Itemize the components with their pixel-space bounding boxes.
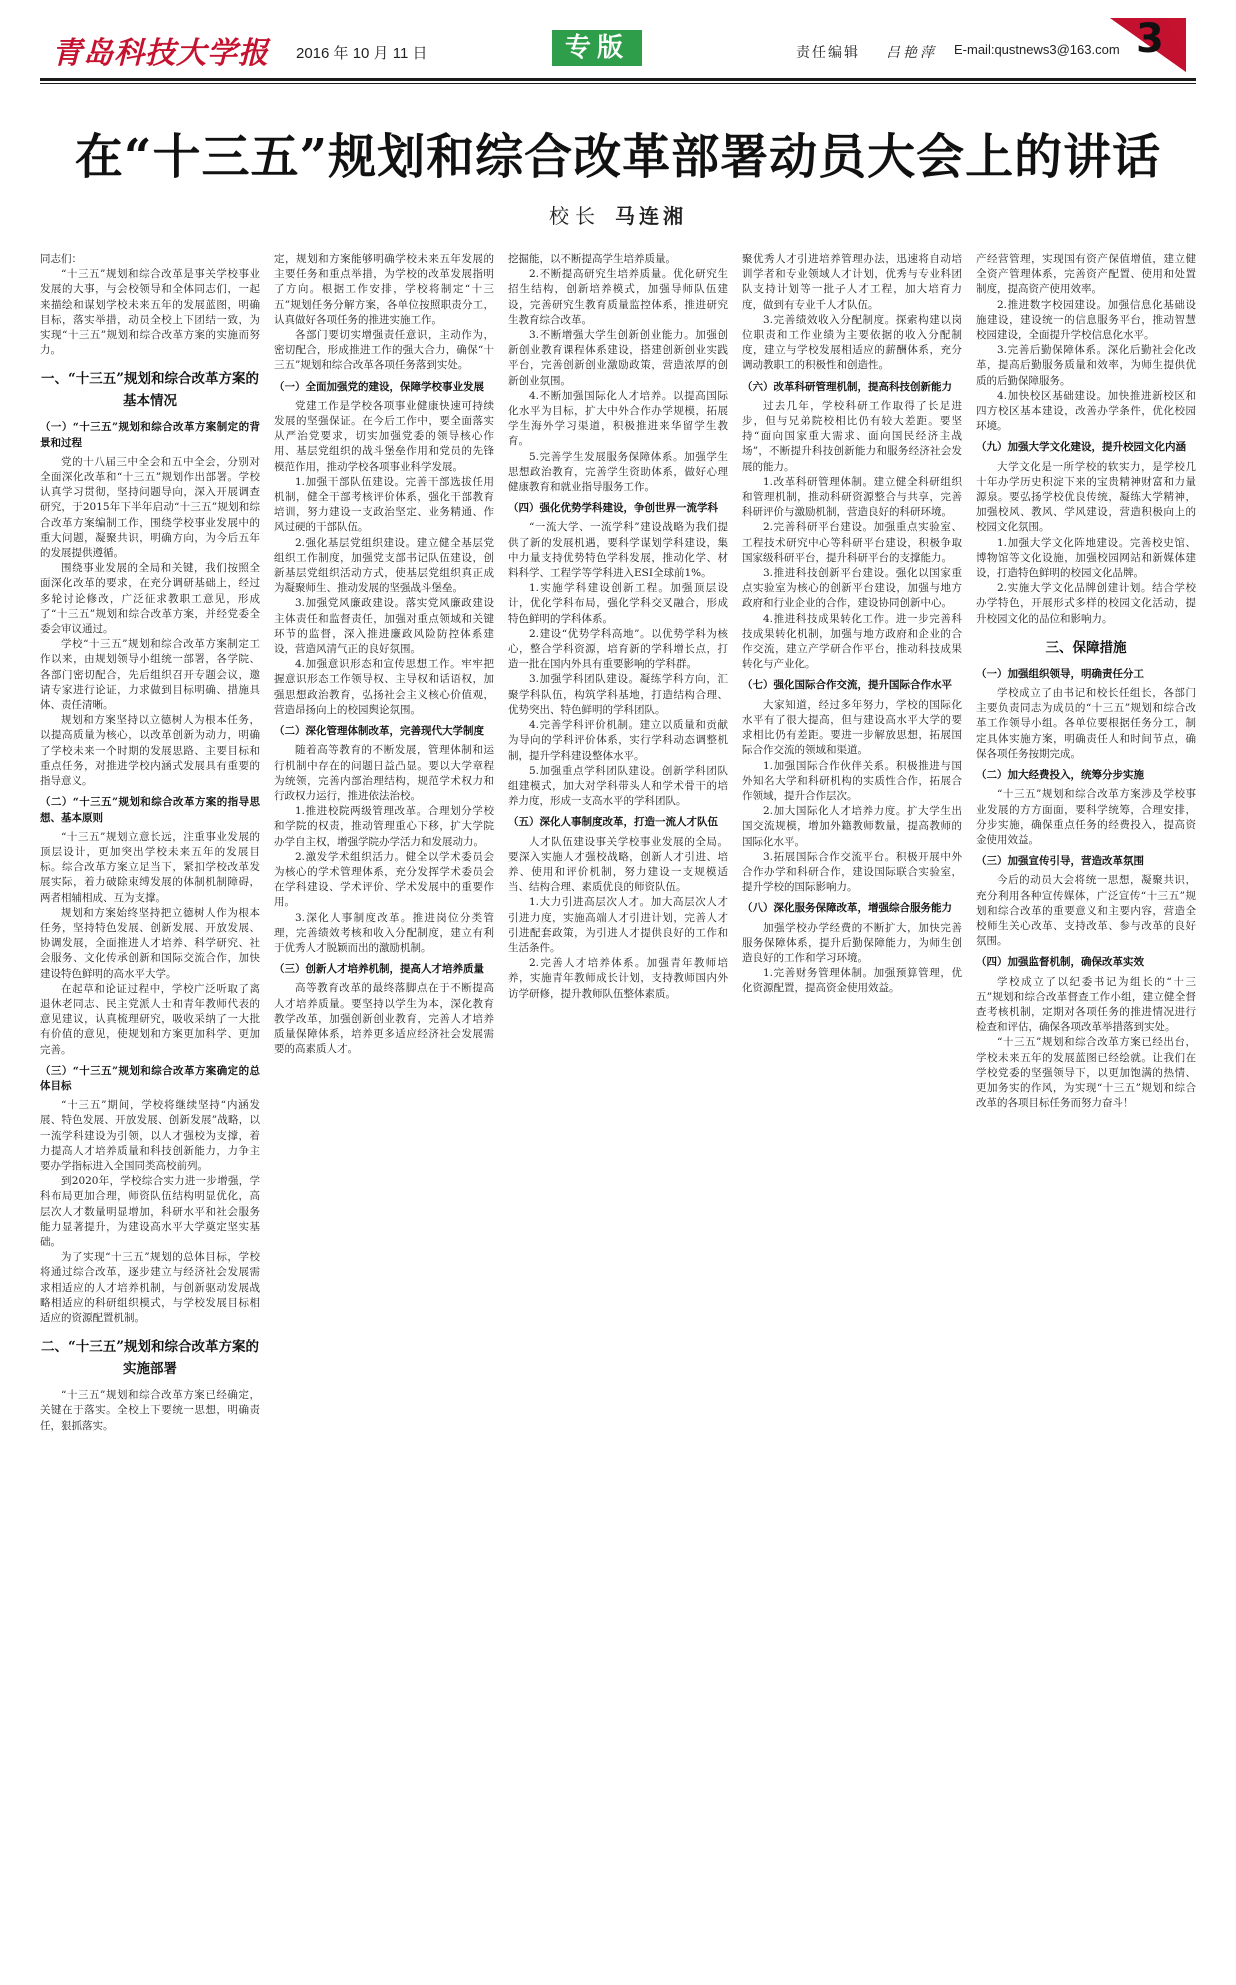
paragraph: 党的十八届三中全会和五中全会，分别对全面深化改革和“十三五”规划作出部署。学校认真学习贯彻，坚持问题导向，深入开展调查研究，于2015年下半年启动“十三五”规划和综合改革方案编制工作，围绕学校事业发展中的重大问题，凝聚共识，明确方向，为今后五年的发展提供遵循。 xyxy=(40,455,260,560)
paragraph: “十三五”规划立意长远，注重事业发展的顶层设计，更加突出学校未来五年的发展目标。综合改革方案立足当下，紧扣学校改革发展实际，着力破除束缚发展的体制机制障碍，两者相辅相成、互为支撑。 xyxy=(40,830,260,904)
paragraph: 3.加强学科团队建设。凝练学科方向，汇聚学科队伍，构筑学科基地，打造结构合理、优势突出、特色鲜明的学科团队。 xyxy=(508,673,728,716)
byline-role: 校长 xyxy=(549,204,601,228)
byline-name: 马连湘 xyxy=(615,204,687,228)
subsection-heading: （八）深化服务保障改革，增强综合服务能力 xyxy=(742,902,952,915)
paragraph: 加强学校办学经费的不断扩大，加快完善服务保障体系，提升后勤保障能力，为师生创造良好的工作和学习环境。 xyxy=(742,921,962,964)
article-body xyxy=(40,252,1196,1968)
subsection-heading: （三）“十三五”规划和综合改革方案确定的总体目标 xyxy=(40,1064,260,1092)
article-byline xyxy=(40,200,1196,229)
section-heading: 二、“十三五”规划和综合改革方案的实施部署 xyxy=(40,1339,260,1378)
paragraph: 2.推进数字校园建设。加强信息化基础设施建设，建设统一的信息服务平台，推动智慧校园建设，全面提升学校信息化水平。 xyxy=(976,298,1196,342)
section-badge: 专版 xyxy=(552,30,642,66)
column-2 xyxy=(274,252,494,1968)
paragraph: 为了实现“十三五”规划的总体目标，学校将通过综合改革，逐步建立与经济社会发展需求相适应的人才培养机制，与创新驱动发展战略相适应的科研组织模式，与学校发展目标相适应的资源配置机制。 xyxy=(40,1251,260,1324)
paragraph: 3.完善绩效收入分配制度。探索构建以岗位职责和工作业绩为主要依据的收入分配制度，建立与学校发展相适应的薪酬体系，充分调动教职工的积极性和创造性。 xyxy=(742,313,962,372)
paragraph: 学校“十三五”规划和综合改革方案制定工作以来，由规划领导小组统一部署，各学院、各部门密切配合，先后组织召开专题会议，邀请专家进行论证，力求做到目标明确、措施具体、责任清晰。 xyxy=(40,638,260,712)
paragraph: 随着高等教育的不断发展，管理体制和运行机制中存在的问题日益凸显。要以大学章程为统领，完善内部治理结构，规范学术权力和行政权力运行，推进依法治校。 xyxy=(274,744,494,802)
editor-label: 责任编辑 xyxy=(796,44,860,60)
subsection-heading: （六）改革科研管理机制，提高科技创新能力 xyxy=(742,380,952,393)
paragraph: 1.加强大学文化阵地建设。完善校史馆、博物馆等文化设施，加强校园网站和新媒体建设，打造特色鲜明的校园文化品牌。 xyxy=(976,536,1196,580)
issue-date: 2016 年 10 月 11 日 xyxy=(296,45,428,62)
paragraph: 5.完善学生发展服务保障体系。加强学生思想政治教育，完善学生资助体系，做好心理健康教育和就业指导服务工作。 xyxy=(508,450,728,494)
subsection-heading: （四）强化优势学科建设，争创世界一流学科 xyxy=(508,502,718,515)
paragraph: 2.完善科研平台建设。加强重点实验室、工程技术研究中心等科研平台建设，积极争取国家级科研平台，提升科研平台的支撑能力。 xyxy=(742,521,962,564)
subsection-heading: （三）创新人才培养机制，提高人才培养质量 xyxy=(274,963,484,976)
salutation: 同志们： xyxy=(40,253,82,265)
masthead xyxy=(0,0,1236,100)
editor-name: 吕艳萍 xyxy=(886,44,937,60)
paragraph: “十三五”期间，学校将继续坚持“内涵发展、特色发展、开放发展、创新发展”战略，以一流学科建设为引领，以人才强校为支撑，着力提高人才培养质量和科技创新能力，力争主要办学指标进入全国同类高校前列。 xyxy=(40,1099,260,1172)
paragraph: 1.改革科研管理体制。建立健全科研组织和管理机制，推动科研资源整合与共享，完善科研评价与激励机制，营造良好的科研环境。 xyxy=(742,475,962,519)
paragraph: 3.深化人事制度改革。推进岗位分类管理，完善绩效考核和收入分配制度，建立有利于优秀人才脱颖而出的激励机制。 xyxy=(274,911,494,954)
paragraph: 2.实施大学文化品牌创建计划。结合学校办学特色，开展形式多样的校园文化活动，提升校园文化的品位和影响力。 xyxy=(976,582,1196,625)
paragraph: 3.拓展国际合作交流平台。积极开展中外合作办学和科研合作，建设国际联合实验室，提升学校的国际影响力。 xyxy=(742,850,962,894)
paragraph: 1.完善财务管理体制。加强预算管理，优化资源配置，提高资金使用效益。 xyxy=(742,967,962,995)
paragraph: 1.加强干部队伍建设。完善干部选拔任用机制，健全干部考核评价体系，强化干部教育培训，努力建设一支政治坚定、业务精通、作风过硬的干部队伍。 xyxy=(274,475,494,534)
paragraph: 学校成立了以纪委书记为组长的“十三五”规划和综合改革督查工作小组，建立健全督查考核机制，定期对各项任务的推进情况进行检查和评估，确保各项改革举措落到实处。 xyxy=(976,975,1196,1034)
paragraph: 3.不断增强大学生创新创业能力。加强创新创业教育课程体系建设，搭建创新创业实践平台，完善创新创业激励政策，营造浓厚的创新创业氛围。 xyxy=(508,329,728,387)
masthead-rule-thin xyxy=(40,83,1196,84)
column-3 xyxy=(508,252,728,1968)
paragraph: 3.加强党风廉政建设。落实党风廉政建设主体责任和监督责任，加强对重点领域和关键环节的监督，深入推进廉政风险防控体系建设，营造风清气正的良好氛围。 xyxy=(274,597,494,656)
paragraph: 1.实施学科建设创新工程。加强顶层设计，优化学科布局，强化学科交叉融合，形成特色鲜明的学科体系。 xyxy=(508,582,728,625)
paragraph: 规划和方案始终坚持把立德树人作为根本任务，坚持特色发展、创新发展、开放发展、协调发展，全面推进人才培养、科学研究、社会服务、文化传承创新和国际交流合作，加快建设特色鲜明的高水平大学。 xyxy=(40,906,260,980)
paragraph: 在起草和论证过程中，学校广泛听取了离退休老同志、民主党派人士和青年教师代表的意见建议，认真梳理研究，吸收采纳了一大批有价值的意见，使规划和方案更加科学、更加完善。 xyxy=(40,982,260,1056)
article-headline: 在“十三五”规划和综合改革部署动员大会上的讲话 xyxy=(74,129,1162,185)
column-4 xyxy=(742,252,962,1968)
paragraph: 挖掘能，以不断提高学生培养质量。 xyxy=(508,253,676,265)
subsection-heading: （五）深化人事制度改革，打造一流人才队伍 xyxy=(508,816,718,829)
subsection-heading: （一）全面加强党的建设，保障学校事业发展 xyxy=(274,380,484,393)
paragraph: 大家知道，经过多年努力，学校的国际化水平有了很大提高，但与建设高水平大学的要求相比仍有差距。要进一步解放思想，拓展国际合作交流的领域和渠道。 xyxy=(742,698,962,757)
paragraph: “十三五”规划和综合改革方案已经确定，关键在于落实。全校上下要统一思想，明确责任，狠抓落实。 xyxy=(40,1389,260,1432)
subsection-heading: （一）加强组织领导，明确责任分工 xyxy=(976,667,1144,680)
paragraph: 5.加强重点学科团队建设。创新学科团队组建模式，加大对学科带头人和学术骨干的培养力度，形成一支高水平的学科团队。 xyxy=(508,764,728,808)
paragraph: 2.不断提高研究生培养质量。优化研究生招生结构，创新培养模式，加强导师队伍建设，完善研究生教育质量监控体系，推进研究生教育综合改革。 xyxy=(508,268,728,326)
page-number: 3 xyxy=(1136,16,1164,62)
editor-credit xyxy=(796,42,937,62)
paragraph: “十三五”规划和综合改革是事关学校事业发展的大事，与会校领导和全体同志们，一起来描绘和谋划学校未来五年的发展蓝图，明确目标，落实举措，动员全校上下团结一致，为实现“十三五”规划和综合改革方案的实施而努力。 xyxy=(40,268,260,357)
paragraph: 4.完善学科评价机制。建立以质量和贡献为导向的学科评价体系，实行学科动态调整机制，提升学科建设整体水平。 xyxy=(508,719,728,762)
paragraph: 过去几年，学校科研工作取得了长足进步，但与兄弟院校相比仍有较大差距。要坚持“面向国家重大需求、面向国民经济主战场”，不断提升科技创新能力和服务经济社会发展的能力。 xyxy=(742,399,962,473)
paragraph: “一流大学、一流学科”建设战略为我们提供了新的发展机遇，要科学谋划学科建设，集中力量支持优势特色学科发展，推动化学、材料科学、工程学等学科进入ESI全球前1%。 xyxy=(508,521,728,580)
paragraph: 3.推进科技创新平台建设。强化以国家重点实验室为核心的创新平台建设，加强与地方政府和行业企业的合作，建设协同创新中心。 xyxy=(742,567,962,610)
paragraph: 党建工作是学校各项事业健康快速可持续发展的坚强保证。在今后工作中，要全面落实从严治党要求，切实加强党委的领导核心作用、基层党组织的战斗堡垒作用和党员的先锋模范作用，推动学校各项事业科学发展。 xyxy=(274,399,494,473)
subsection-heading: （二）“十三五”规划和综合改革方案的指导思想、基本原则 xyxy=(40,796,260,824)
subsection-heading: （一）“十三五”规划和综合改革方案制定的背景和过程 xyxy=(40,421,260,449)
paragraph: 到2020年，学校综合实力进一步增强，学科布局更加合理，师资队伍结构明显优化，高层次人才数量明显增加，科研水平和社会服务能力显著提升，为建设高水平大学奠定坚实基础。 xyxy=(40,1175,260,1248)
paragraph: 2.强化基层党组织建设。建立健全基层党组织工作制度，加强党支部书记队伍建设，创新基层党组织活动方式，使基层党组织真正成为凝聚师生、推动发展的坚强战斗堡垒。 xyxy=(274,536,494,595)
paragraph: 3.完善后勤保障体系。深化后勤社会化改革，提高后勤服务质量和效率，为师生提供优质的后勤保障服务。 xyxy=(976,344,1196,387)
paragraph: 大学文化是一所学校的软实力，是学校几十年办学历史积淀下来的宝贵精神财富和力量源泉。要弘扬学校优良传统，凝练大学精神，加强校风、教风、学风建设，营造积极向上的校园文化氛围。 xyxy=(976,460,1196,534)
paragraph: 聚优秀人才引进培养管理办法，迅速将自动培训学者和专业领域人才计划，优秀与专业科团队支持计划等一批子人才工程，加大培育力度，做到有专业千人才队伍。 xyxy=(742,253,962,311)
paragraph: 1.加强国际合作伙伴关系。积极推进与国外知名大学和科研机构的实质性合作，拓展合作领域，提升合作层次。 xyxy=(742,759,962,802)
paragraph: “十三五”规划和综合改革方案涉及学校事业发展的方方面面，要科学统筹，合理安排，分步实施，确保重点任务的经费投入，提高资金使用效益。 xyxy=(976,788,1196,846)
subsection-heading: （九）加强大学文化建设，提升校园文化内涵 xyxy=(976,441,1186,454)
editor-email: E-mail:qustnews3@163.com xyxy=(954,42,1120,57)
paragraph: 各部门要切实增强责任意识，主动作为，密切配合，形成推进工作的强大合力，确保“十三五”规划和综合改革各项任务落到实处。 xyxy=(274,329,494,372)
paragraph: 定，规划和方案能够明确学校未来五年发展的主要任务和重点举措，为学校的改革发展指明了方向。根据工作安排，学校将制定“十三五”规划任务分解方案，各单位按照职责分工，认真做好各项任务的推进实施工作。 xyxy=(274,253,494,326)
subsection-heading: （三）加强宣传引导，营造改革氛围 xyxy=(976,855,1144,868)
paragraph: 今后的动员大会将统一思想，凝聚共识，充分利用各种宣传媒体，广泛宣传“十三五”规划和综合改革的重要意义和主要内容，营造全校师生关心改革、支持改革、参与改革的良好氛围。 xyxy=(976,874,1196,948)
column-5 xyxy=(976,252,1196,1968)
section-heading: 三、保障措施 xyxy=(1045,639,1127,656)
paragraph: 4.加强意识形态和宣传思想工作。牢牢把握意识形态工作领导权、主导权和话语权，加强思想政治教育，弘扬社会主义核心价值观，营造昂扬向上的校园舆论氛围。 xyxy=(274,658,494,716)
paragraph: 2.加大国际化人才培养力度。扩大学生出国交流规模，增加外籍教师数量，提高教师的国际化水平。 xyxy=(742,805,962,848)
paragraph: 高等教育改革的最终落脚点在于不断提高人才培养质量。要坚持以学生为本，深化教育教学改革，加强创新创业教育，完善人才培养质量保障体系，培养更多适应经济社会发展需要的高素质人才。 xyxy=(274,982,494,1056)
paragraph: 2.完善人才培养体系。加强青年教师培养，实施青年教师成长计划，支持教师国内外访学研修，提升教师队伍整体素质。 xyxy=(508,957,728,1000)
subsection-heading: （七）强化国际合作交流，提升国际合作水平 xyxy=(742,679,952,692)
masthead-rule xyxy=(40,78,1196,81)
paragraph: 4.推进科技成果转化工作。进一步完善科技成果转化机制，加强与地方政府和企业的合作交流，建立产学研合作平台，推动科技成果转化与产业化。 xyxy=(742,612,962,671)
paragraph: 4.不断加强国际化人才培养。以提高国际化水平为目标，扩大中外合作办学规模，拓展学生海外学习渠道，积极推进来华留学生教育。 xyxy=(508,389,728,448)
paragraph: 1.推进校院两级管理改革。合理划分学校和学院的权责，推动管理重心下移，扩大学院办学自主权，增强学院办学活力和发展动力。 xyxy=(274,805,494,848)
paragraph: 1.大力引进高层次人才。加大高层次人才引进力度，实施高端人才引进计划，完善人才引进配套政策，为引进人才提供良好的工作和生活条件。 xyxy=(508,896,728,954)
section-heading: 一、“十三五”规划和综合改革方案的基本情况 xyxy=(40,371,260,410)
column-1 xyxy=(40,252,260,1968)
paragraph: 2.激发学术组织活力。健全以学术委员会为核心的学术管理体系，充分发挥学术委员会在学科建设、学术评价、学术发展中的重要作用。 xyxy=(274,850,494,909)
paragraph: 人才队伍建设事关学校事业发展的全局。要深入实施人才强校战略，创新人才引进、培养、使用和评价机制，努力建设一支规模适当、结构合理、素质优良的师资队伍。 xyxy=(508,835,728,894)
closing-paragraph: “十三五”规划和综合改革方案已经出台，学校未来五年的发展蓝图已经绘就。让我们在学校党委的坚强领导下，以更加饱满的热情、更加务实的作风，为实现“十三五”规划和综合改革的各项目标任务而努力奋斗！ xyxy=(976,1036,1196,1110)
paragraph: 学校成立了由书记和校长任组长，各部门主要负责同志为成员的“十三五”规划和综合改革工作领导小组。各单位要根据任务分工，制定具体实施方案，明确责任人和时间节点，确保各项任务按期完成。 xyxy=(976,687,1196,760)
subsection-heading: （二）深化管理体制改革，完善现代大学制度 xyxy=(274,725,484,738)
paragraph: 产经营管理，实现国有资产保值增值，建立健全资产管理体系，完善资产配置、使用和处置制度，提高资产使用效率。 xyxy=(976,253,1196,296)
paragraph: 2.建设“优势学科高地”。以优势学科为核心，整合学科资源，培育新的学科增长点，打造一批在国内外具有重要影响的学科群。 xyxy=(508,627,728,671)
paragraph: 4.加快校区基础建设。加快推进新校区和四方校区基本建设，改善办学条件，优化校园环境。 xyxy=(976,389,1196,433)
paragraph: 规划和方案坚持以立德树人为根本任务，以提高质量为核心，以改革创新为动力，明确了学校未来一个时期的发展思路、主要目标和重点任务，对推进学校内涵式发展具有重要的指导意义。 xyxy=(40,714,260,788)
subsection-heading: （四）加强监督机制，确保改革实效 xyxy=(976,956,1144,969)
paragraph: 围绕事业发展的全局和关键，我们按照全面深化改革的要求，在充分调研基础上，经过多轮讨论修改，广泛征求教职工意见，形成了“十三五”规划和综合改革方案，并经党委全委会审议通过。 xyxy=(40,562,260,636)
newspaper-logo: 青岛科技大学报 xyxy=(52,36,269,71)
subsection-heading: （二）加大经费投入，统筹分步实施 xyxy=(976,769,1144,782)
